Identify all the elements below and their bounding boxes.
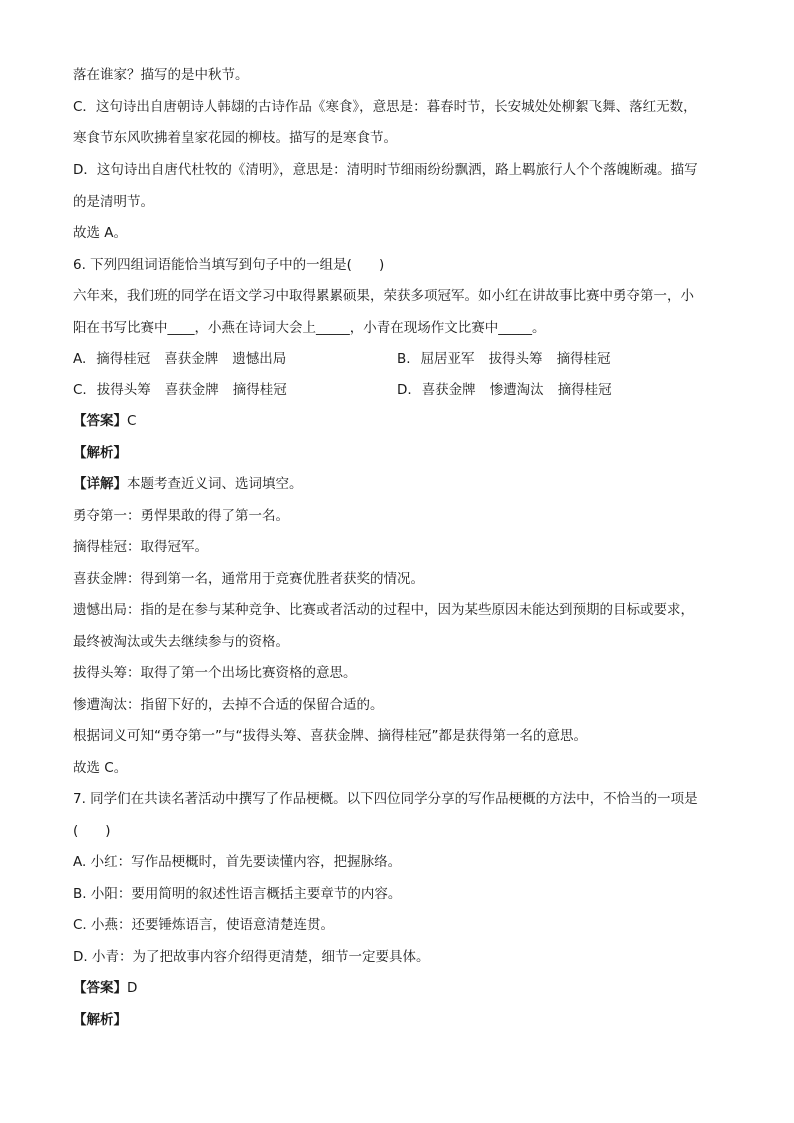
text-line: 故选 C。 xyxy=(73,760,128,776)
option-c: C. 拔得头筹 喜获金牌 摘得桂冠 xyxy=(73,382,287,398)
answer-7: 【答案】D xyxy=(73,980,138,996)
question-6-stem: 6. 下列四组词语能恰当填写到句子中的一组是( ) xyxy=(73,257,385,273)
option-b: B. 屈居亚军 拔得头筹 摘得桂冠 xyxy=(397,351,611,367)
option-7-c: C. 小燕：还要锤炼语言，使语意清楚连贯。 xyxy=(73,917,335,933)
text-line: 勇夺第一：勇悍果敢的得了第一名。 xyxy=(73,508,289,524)
text-line: 喜获金牌：得到第一名，通常用于竞赛优胜者获奖的情况。 xyxy=(73,571,424,587)
text-line: 阳在书写比赛中____，小燕在诗词大会上_____，小青在现场作文比赛中_____。 xyxy=(73,320,546,336)
text-line: 根据词义可知“勇夺第一”与“拔得头筹、喜获金牌、摘得桂冠”都是获得第一名的意思。 xyxy=(73,728,587,744)
detail-6: 【详解】本题考查近义词、选词填空。 xyxy=(73,476,303,492)
text-line: D．这句诗出自唐代杜牧的《清明》，意思是：清明时节细雨纷纷飘洒，路上羁旅行人个个落魄断魂。描写 xyxy=(73,162,698,178)
analysis-6-heading: 【解析】 xyxy=(73,445,127,461)
text-line: 最终被淘汰或失去继续参与的资格。 xyxy=(73,634,289,650)
text-line: 寒食节东风吹拂着皇家花园的柳枝。描写的是寒食节。 xyxy=(73,130,397,146)
text-line: 故选 A。 xyxy=(73,225,128,241)
question-7-stem: 7. 同学们在共读名著活动中撰写了作品梗概。以下四位同学分享的写作品梗概的方法中，不恰当的一项是 xyxy=(73,791,698,807)
option-7-b: B. 小阳：要用简明的叙述性语言概括主要章节的内容。 xyxy=(73,886,402,902)
option-d: D. 喜获金牌 惨遭淘汰 摘得桂冠 xyxy=(397,382,612,398)
text-line: 惨遭淘汰：指留下好的，去掉不合适的保留合适的。 xyxy=(73,697,384,713)
text-line: ( ) xyxy=(73,823,111,839)
text-line: 摘得桂冠：取得冠军。 xyxy=(73,539,208,555)
text-line: 的是清明节。 xyxy=(73,194,154,210)
text-line: 遗憾出局：指的是在参与某种竞争、比赛或者活动的过程中，因为某些原因未能达到预期的目标或要求， xyxy=(73,602,694,618)
option-a: A. 摘得桂冠 喜获金牌 遗憾出局 xyxy=(73,351,287,367)
text-line: 落在谁家？描写的是中秋节。 xyxy=(73,67,249,83)
text-line: C．这句诗出自唐朝诗人韩翃的古诗作品《寒食》，意思是：暮春时节，长安城处处柳絮飞舞、落红无数， xyxy=(73,99,697,115)
analysis-7-heading: 【解析】 xyxy=(73,1012,127,1028)
answer-6: 【答案】C xyxy=(73,413,137,429)
text-line: 拔得头筹：取得了第一个出场比赛资格的意思。 xyxy=(73,665,357,681)
text-line: 六年来，我们班的同学在语文学习中取得累累硕果，荣获多项冠军。如小红在讲故事比赛中勇夺第一，小 xyxy=(73,288,694,304)
option-7-a: A. 小红：写作品梗概时，首先要读懂内容，把握脉络。 xyxy=(73,854,402,870)
option-7-d: D. 小青：为了把故事内容介绍得更清楚，细节一定要具体。 xyxy=(73,949,430,965)
